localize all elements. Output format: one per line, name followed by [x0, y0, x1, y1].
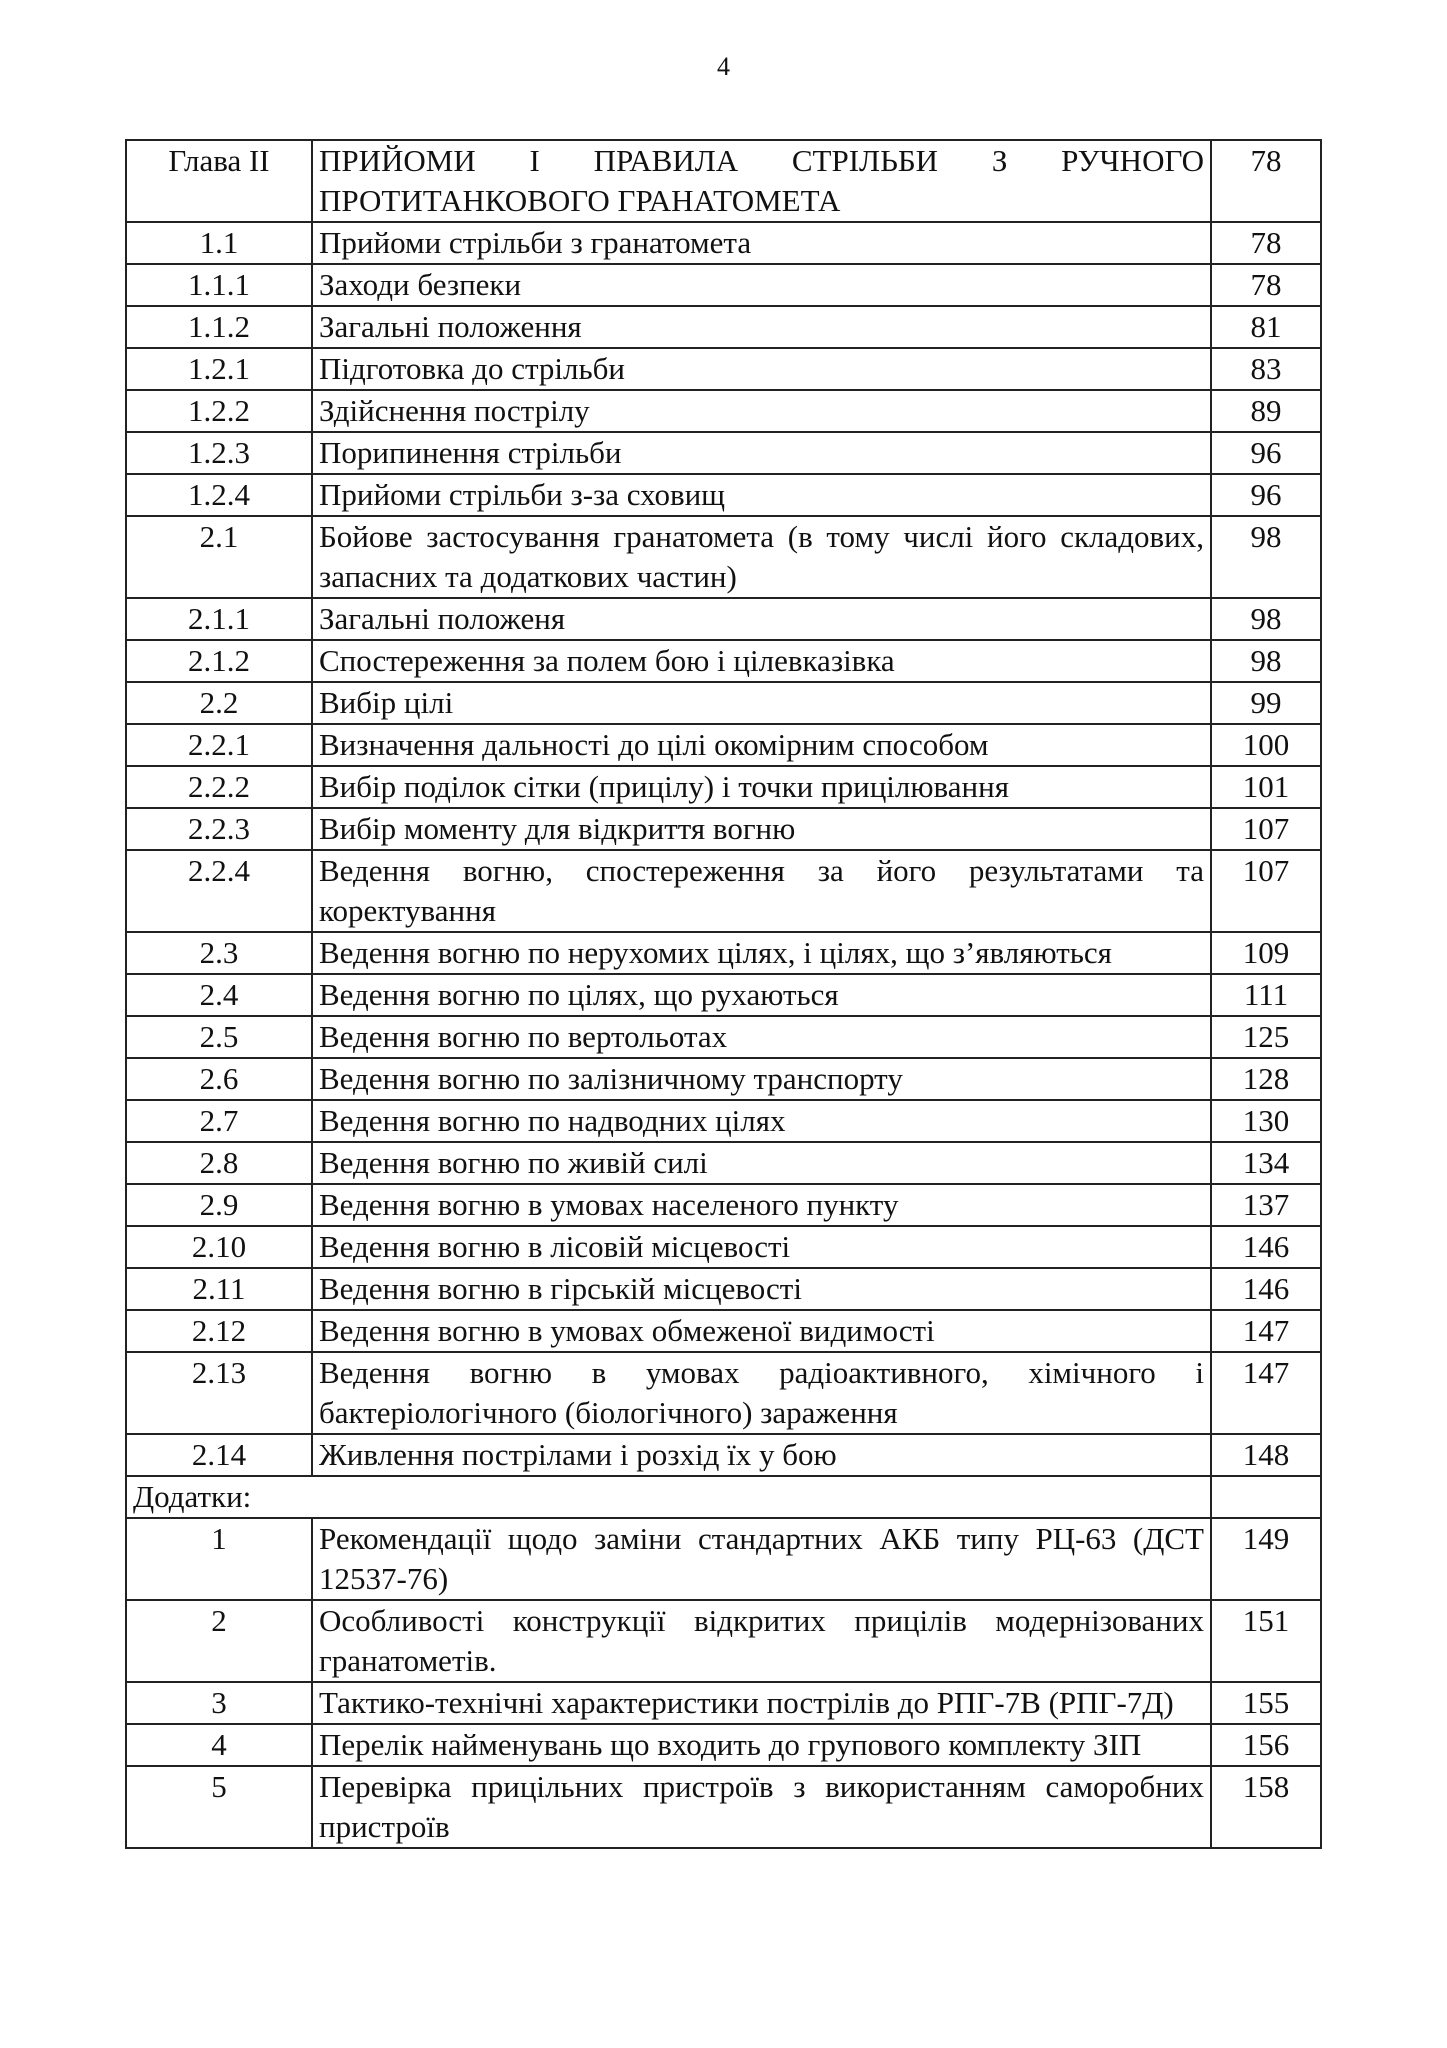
toc-title: Вибір цілі — [312, 682, 1211, 724]
toc-number: 2.14 — [126, 1434, 312, 1476]
appendix-title: Особливості конструкції відкритих прицілів модернізованих гранатометів. — [312, 1600, 1211, 1682]
toc-title: Ведення вогню по надводних цілях — [312, 1100, 1211, 1142]
appendix-heading-page — [1211, 1476, 1321, 1518]
toc-number: 2.5 — [126, 1016, 312, 1058]
toc-number: Глава II — [126, 140, 312, 222]
toc-row — [126, 1184, 1321, 1226]
toc-number: 1.2.1 — [126, 348, 312, 390]
toc-number: 2.1 — [126, 516, 312, 598]
toc-number: 2.2.3 — [126, 808, 312, 850]
appendix-page: 149 — [1211, 1518, 1321, 1600]
toc-page: 147 — [1211, 1310, 1321, 1352]
toc-page: 111 — [1211, 974, 1321, 1016]
toc-number: 2.8 — [126, 1142, 312, 1184]
toc-title: Спостереження за полем бою і цілевказівка — [312, 640, 1211, 682]
toc-page: 128 — [1211, 1058, 1321, 1100]
toc-title: ПРИЙОМИ І ПРАВИЛА СТРІЛЬБИ З РУЧНОГО ПРОТИТАНКОВОГО ГРАНАТОМЕТА — [312, 140, 1211, 222]
appendix-page: 156 — [1211, 1724, 1321, 1766]
toc-title: Бойове застосування гранатомета (в тому числі його складових, запасних та додаткових частин) — [312, 516, 1211, 598]
toc-row — [126, 1352, 1321, 1434]
toc-number: 2.13 — [126, 1352, 312, 1434]
toc-row — [126, 1142, 1321, 1184]
toc-page: 137 — [1211, 1184, 1321, 1226]
toc-page: 125 — [1211, 1016, 1321, 1058]
toc-page: 89 — [1211, 390, 1321, 432]
toc-title: Прийоми стрільби з-за сховищ — [312, 474, 1211, 516]
toc-row — [126, 264, 1321, 306]
toc-title: Ведення вогню по залізничному транспорту — [312, 1058, 1211, 1100]
toc-row — [126, 766, 1321, 808]
toc-number: 2.2.2 — [126, 766, 312, 808]
toc-row — [126, 1268, 1321, 1310]
toc-title: Ведення вогню, спостереження за його результатами та коректування — [312, 850, 1211, 932]
toc-title: Ведення вогню по цілях, що рухаються — [312, 974, 1211, 1016]
toc-title: Підготовка до стрільби — [312, 348, 1211, 390]
appendix-row — [126, 1724, 1321, 1766]
toc-number: 2.7 — [126, 1100, 312, 1142]
toc-row — [126, 808, 1321, 850]
toc-row — [126, 850, 1321, 932]
toc-title: Ведення вогню в гірській місцевості — [312, 1268, 1211, 1310]
appendix-number: 4 — [126, 1724, 312, 1766]
toc-row — [126, 1310, 1321, 1352]
appendix-title: Перевірка прицільних пристроїв з використанням саморобних пристроїв — [312, 1766, 1211, 1848]
toc-number: 2.9 — [126, 1184, 312, 1226]
toc-row — [126, 390, 1321, 432]
appendix-row — [126, 1600, 1321, 1682]
toc-number: 1.1 — [126, 222, 312, 264]
toc-page: 109 — [1211, 932, 1321, 974]
toc-page: 78 — [1211, 222, 1321, 264]
toc-row — [126, 974, 1321, 1016]
toc-title: Ведення вогню в лісовій місцевості — [312, 1226, 1211, 1268]
toc-title: Прийоми стрільби з гранатомета — [312, 222, 1211, 264]
toc-title: Ведення вогню в умовах обмеженої видимості — [312, 1310, 1211, 1352]
toc-title: Вибір поділок сітки (прицілу) і точки прицілювання — [312, 766, 1211, 808]
toc-page: 101 — [1211, 766, 1321, 808]
page-number: 4 — [717, 52, 730, 81]
toc-row — [126, 1100, 1321, 1142]
appendix-page: 158 — [1211, 1766, 1321, 1848]
toc-number: 1.1.1 — [126, 264, 312, 306]
toc-number: 2.11 — [126, 1268, 312, 1310]
toc-page: 98 — [1211, 640, 1321, 682]
toc-number: 2.6 — [126, 1058, 312, 1100]
appendix-number: 5 — [126, 1766, 312, 1848]
toc-page: 96 — [1211, 474, 1321, 516]
toc-page: 148 — [1211, 1434, 1321, 1476]
toc-row — [126, 640, 1321, 682]
toc-title: Ведення вогню в умовах населеного пункту — [312, 1184, 1211, 1226]
toc-number: 1.2.4 — [126, 474, 312, 516]
appendix-row — [126, 1766, 1321, 1848]
toc-row — [126, 1434, 1321, 1476]
appendix-heading: Додатки: — [126, 1476, 1211, 1518]
toc-row — [126, 598, 1321, 640]
toc-title: Порипинення стрільби — [312, 432, 1211, 474]
toc-page: 134 — [1211, 1142, 1321, 1184]
appendix-number: 2 — [126, 1600, 312, 1682]
toc-page: 130 — [1211, 1100, 1321, 1142]
appendix-title: Тактико-технічні характеристики пострілів до РПГ-7В (РПГ-7Д) — [312, 1682, 1211, 1724]
toc-page: 146 — [1211, 1226, 1321, 1268]
toc-number: 2.10 — [126, 1226, 312, 1268]
toc-page: 78 — [1211, 140, 1321, 222]
toc-row — [126, 474, 1321, 516]
toc-title: Ведення вогню по нерухомих цілях, і цілях, що з’являються — [312, 932, 1211, 974]
toc-row — [126, 306, 1321, 348]
table-of-contents — [125, 139, 1322, 1849]
appendix-page: 151 — [1211, 1600, 1321, 1682]
toc-page: 96 — [1211, 432, 1321, 474]
toc-number: 2.3 — [126, 932, 312, 974]
toc-number: 2.1.2 — [126, 640, 312, 682]
toc-title: Вибір моменту для відкриття вогню — [312, 808, 1211, 850]
appendix-heading-row — [126, 1476, 1321, 1518]
toc-row — [126, 1226, 1321, 1268]
appendix-page: 155 — [1211, 1682, 1321, 1724]
toc-body — [126, 140, 1321, 1848]
toc-page: 107 — [1211, 850, 1321, 932]
toc-row — [126, 932, 1321, 974]
toc-page: 107 — [1211, 808, 1321, 850]
toc-page: 99 — [1211, 682, 1321, 724]
toc-page: 98 — [1211, 598, 1321, 640]
toc-title: Загальні положеня — [312, 598, 1211, 640]
toc-title: Ведення вогню в умовах радіоактивного, хімічного і бактеріологічного (біологічного) зараження — [312, 1352, 1211, 1434]
toc-title: Живлення пострілами і розхід їх у бою — [312, 1434, 1211, 1476]
toc-title: Заходи безпеки — [312, 264, 1211, 306]
appendix-title: Перелік найменувань що входить до групового комплекту ЗІП — [312, 1724, 1211, 1766]
toc-row — [126, 1016, 1321, 1058]
appendix-row — [126, 1682, 1321, 1724]
toc-number: 1.2.3 — [126, 432, 312, 474]
appendix-number: 1 — [126, 1518, 312, 1600]
toc-row — [126, 516, 1321, 598]
toc-number: 2.12 — [126, 1310, 312, 1352]
appendix-number: 3 — [126, 1682, 312, 1724]
toc-number: 2.2 — [126, 682, 312, 724]
toc-title: Загальні положення — [312, 306, 1211, 348]
toc-row — [126, 140, 1321, 222]
toc-title: Ведення вогню по живій силі — [312, 1142, 1211, 1184]
toc-page: 81 — [1211, 306, 1321, 348]
toc-row — [126, 682, 1321, 724]
toc-number: 1.2.2 — [126, 390, 312, 432]
toc-page: 83 — [1211, 348, 1321, 390]
appendix-title: Рекомендації щодо заміни стандартних АКБ типу РЦ-63 (ДСТ 12537-76) — [312, 1518, 1211, 1600]
toc-row — [126, 432, 1321, 474]
toc-row — [126, 1058, 1321, 1100]
toc-number: 2.2.4 — [126, 850, 312, 932]
toc-title: Визначення дальності до цілі окомірним способом — [312, 724, 1211, 766]
toc-row — [126, 222, 1321, 264]
toc-page: 147 — [1211, 1352, 1321, 1434]
toc-page: 146 — [1211, 1268, 1321, 1310]
toc-page: 98 — [1211, 516, 1321, 598]
appendix-row — [126, 1518, 1321, 1600]
toc-number: 2.2.1 — [126, 724, 312, 766]
toc-number: 1.1.2 — [126, 306, 312, 348]
toc-row — [126, 348, 1321, 390]
toc-title: Здійснення пострілу — [312, 390, 1211, 432]
toc-page: 78 — [1211, 264, 1321, 306]
toc-number: 2.4 — [126, 974, 312, 1016]
toc-number: 2.1.1 — [126, 598, 312, 640]
toc-row — [126, 724, 1321, 766]
toc-page: 100 — [1211, 724, 1321, 766]
toc-title: Ведення вогню по вертольотах — [312, 1016, 1211, 1058]
